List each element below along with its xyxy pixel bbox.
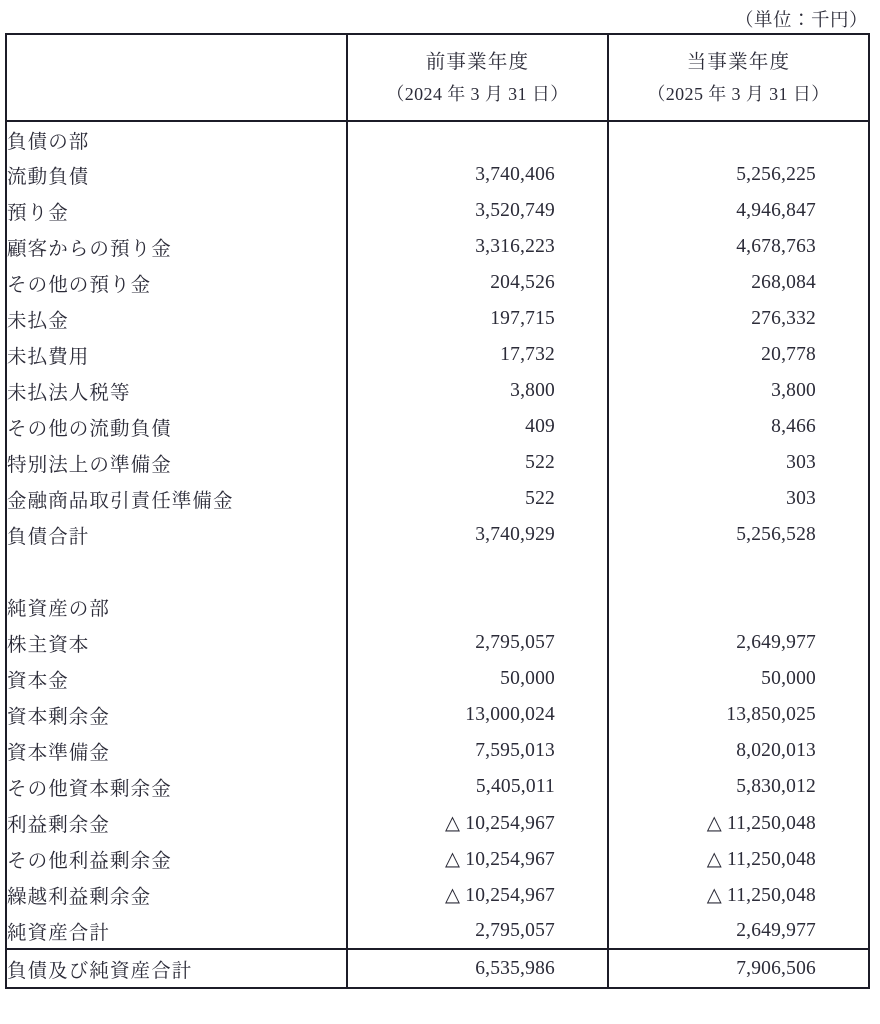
row-value-curr-period: 4,678,763 <box>608 229 869 265</box>
table-row <box>6 265 869 301</box>
row-value-prev-period: 3,740,929 <box>347 517 608 553</box>
table-row <box>6 337 869 373</box>
row-value-curr-period: 8,466 <box>608 409 869 445</box>
row-value-curr-period: 13,850,025 <box>608 697 869 733</box>
row-value-curr-period: 5,256,225 <box>608 157 869 193</box>
row-value-prev-period: 17,732 <box>347 337 608 373</box>
row-value-prev-period: 522 <box>347 445 608 481</box>
header-curr-period-date: （2025 年 3 月 31 日） <box>647 83 830 104</box>
row-label: 預り金 <box>7 203 69 224</box>
row-value-prev-period: 409 <box>347 409 608 445</box>
table-row <box>6 733 869 769</box>
row-value-prev-period: △ 10,254,967 <box>347 877 608 913</box>
row-value-prev-period: 13,000,024 <box>347 697 608 733</box>
row-value-prev-period: 2,795,057 <box>347 913 608 949</box>
header-prev-period-title: 前事業年度 <box>425 51 530 73</box>
table-row <box>6 517 869 553</box>
row-value-prev-period: 204,526 <box>347 265 608 301</box>
row-label: 純資産合計 <box>7 922 111 944</box>
row-value-curr-period: △ 11,250,048 <box>608 805 869 841</box>
table-row <box>6 877 869 913</box>
row-label: 資本剰余金 <box>7 707 111 728</box>
table-row <box>6 625 869 661</box>
row-value-prev-period: 5,405,011 <box>347 769 608 805</box>
table-row <box>6 229 869 265</box>
table-row <box>6 445 869 481</box>
row-value-prev-period: △ 10,254,967 <box>347 841 608 877</box>
row-value-prev-period: 2,795,057 <box>347 625 608 661</box>
row-value-curr-period <box>608 553 869 589</box>
row-label: 特別法上の準備金 <box>7 455 172 476</box>
table-header-row <box>6 34 869 121</box>
header-prev-period-date: （2024 年 3 月 31 日） <box>386 83 569 104</box>
row-value-curr-period: △ 11,250,048 <box>608 841 869 877</box>
row-value-prev-period: 197,715 <box>347 301 608 337</box>
row-value-curr-period: 4,946,847 <box>608 193 869 229</box>
row-value-curr-period: 20,778 <box>608 337 869 373</box>
row-value-prev-period: 50,000 <box>347 661 608 697</box>
table-row <box>6 481 869 517</box>
row-label: 負債及び純資産合計 <box>6 949 347 988</box>
row-label: 純資産の部 <box>7 599 111 620</box>
table-row <box>6 121 869 157</box>
row-value-prev-period: 3,520,749 <box>347 193 608 229</box>
row-value-prev-period: 3,316,223 <box>347 229 608 265</box>
row-label: 資本準備金 <box>7 743 111 764</box>
row-value-prev-period <box>347 121 608 157</box>
row-label: その他利益剰余金 <box>7 851 172 872</box>
row-label: 流動負債 <box>7 167 90 188</box>
header-prev-period <box>347 34 608 121</box>
row-value-prev-period: △ 10,254,967 <box>347 805 608 841</box>
row-value-curr-period: △ 11,250,048 <box>608 877 869 913</box>
row-value-curr-period <box>608 589 869 625</box>
row-value-curr-period: 8,020,013 <box>608 733 869 769</box>
table-row <box>6 769 869 805</box>
table-row <box>6 841 869 877</box>
row-label: 顧客からの預り金 <box>7 239 172 260</box>
header-blank-cell <box>6 34 347 121</box>
row-label: その他の流動負債 <box>7 419 172 440</box>
row-value-curr-period <box>608 121 869 157</box>
row-label: 負債の部 <box>7 131 90 153</box>
row-value-curr-period: 268,084 <box>608 265 869 301</box>
row-label: その他の預り金 <box>7 275 152 296</box>
row-value-curr-period: 303 <box>608 445 869 481</box>
table-row <box>6 949 869 988</box>
row-label <box>6 553 347 589</box>
table-row <box>6 697 869 733</box>
row-label: 利益剰余金 <box>7 815 111 836</box>
row-value-curr-period: 7,906,506 <box>608 949 869 988</box>
row-value-curr-period: 2,649,977 <box>608 625 869 661</box>
table-row <box>6 373 869 409</box>
row-label: 未払法人税等 <box>7 383 131 404</box>
row-value-prev-period: 3,740,406 <box>347 157 608 193</box>
row-value-prev-period: 522 <box>347 481 608 517</box>
row-value-curr-period: 276,332 <box>608 301 869 337</box>
row-value-prev-period: 6,535,986 <box>347 949 608 988</box>
row-label: 資本金 <box>7 671 69 692</box>
row-label: 繰越利益剰余金 <box>7 887 152 908</box>
table-body <box>6 121 869 988</box>
row-label: 未払金 <box>7 311 69 332</box>
table-row <box>6 157 869 193</box>
unit-note: （単位：千円） <box>734 11 868 31</box>
header-curr-period <box>608 34 869 121</box>
row-value-prev-period <box>347 589 608 625</box>
row-label: 金融商品取引責任準備金 <box>7 491 234 512</box>
table-row <box>6 589 869 625</box>
row-value-prev-period <box>347 553 608 589</box>
table-header <box>6 34 869 121</box>
table-spacer-row <box>6 553 869 589</box>
row-value-curr-period: 303 <box>608 481 869 517</box>
table-row <box>6 805 869 841</box>
row-label: 未払費用 <box>7 347 90 368</box>
row-value-curr-period: 5,830,012 <box>608 769 869 805</box>
balance-sheet-table <box>5 33 870 989</box>
table-row <box>6 913 869 949</box>
row-value-curr-period: 5,256,528 <box>608 517 869 553</box>
table-row <box>6 193 869 229</box>
table-row <box>6 409 869 445</box>
row-label: 株主資本 <box>7 635 90 656</box>
row-value-prev-period: 3,800 <box>347 373 608 409</box>
header-curr-period-title: 当事業年度 <box>686 51 791 73</box>
row-value-prev-period: 7,595,013 <box>347 733 608 769</box>
row-label: 負債合計 <box>7 527 90 548</box>
row-value-curr-period: 2,649,977 <box>608 913 869 949</box>
row-value-curr-period: 3,800 <box>608 373 869 409</box>
row-label: その他資本剰余金 <box>7 779 172 800</box>
table-row <box>6 301 869 337</box>
row-value-curr-period: 50,000 <box>608 661 869 697</box>
table-row <box>6 661 869 697</box>
